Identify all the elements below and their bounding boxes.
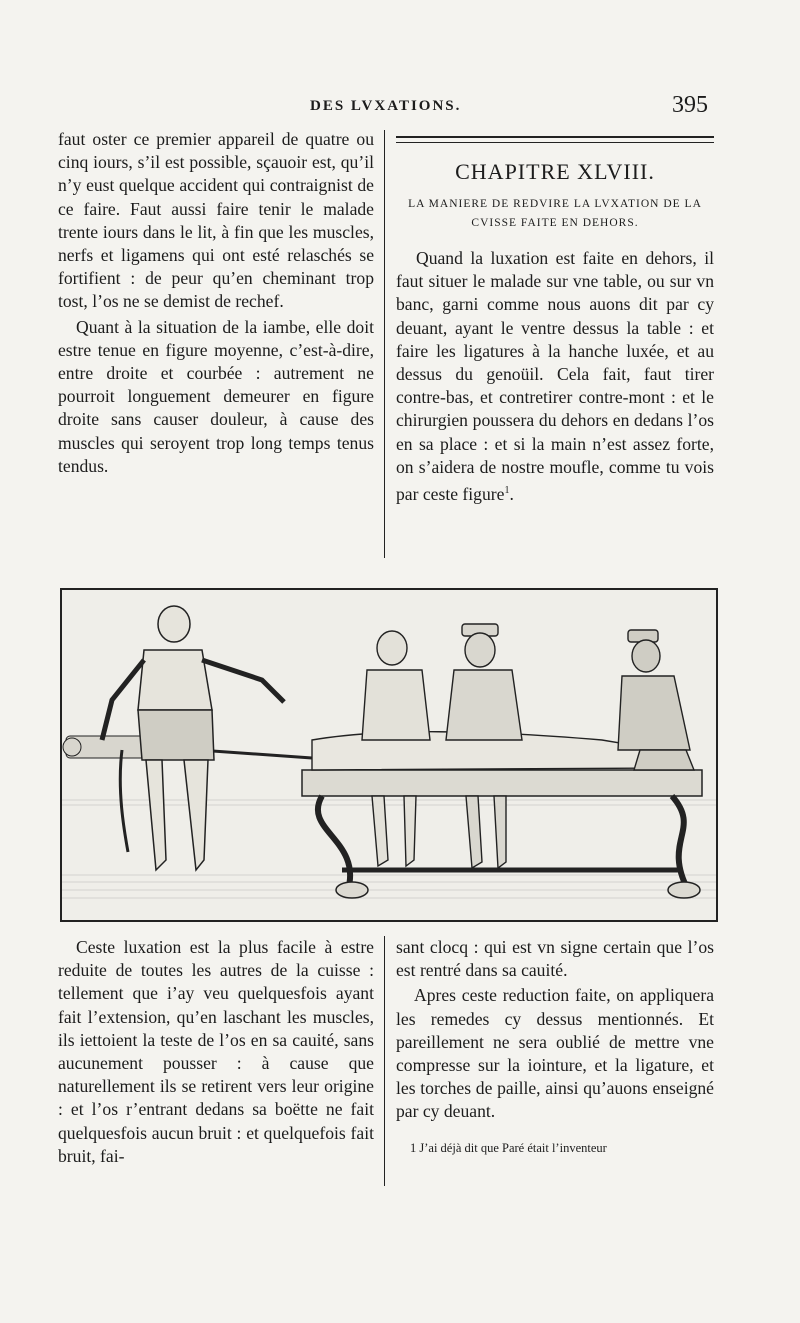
chapter-title: CHAPITRE XLVIII. bbox=[455, 159, 655, 184]
left-paragraph-2: Quant à la situation de la iambe, elle doit estre tenue en figure moyenne, c’est-à-dire, entre droite et courbée : autrement ne pourroit longuement demeurer en figure droite sans causer douleur, à cause des muscles qui seroyent trop long temps tenus tendus. bbox=[58, 316, 374, 476]
left-column-bottom bbox=[58, 936, 374, 1168]
assistant-figure-right bbox=[618, 630, 694, 770]
woodcut-illustration bbox=[60, 588, 718, 922]
left-column-top bbox=[58, 128, 374, 478]
chapter-rule bbox=[396, 136, 714, 143]
chapter-subtitle: LA MANIERE DE REDVIRE LA LVXATION DE LA CVISSE FAITE EN DEHORS. bbox=[408, 198, 702, 229]
footnote: 1 J’ai déjà dit que Paré était l’inventeur bbox=[410, 1140, 607, 1155]
bottom-right-paragraph-2: Apres ceste reduction faite, on appliquera les remedes cy dessus mentionnés. Et pareillement ne sera oublié de mettre vne compresse sur la iointure, et la ligature, et les torches de paille, ainsi qu’auons enseigné par cy deuant. bbox=[396, 985, 714, 1122]
column-divider-top bbox=[384, 130, 385, 558]
footnote-marker: 1 bbox=[504, 485, 510, 497]
right-column-top bbox=[396, 136, 714, 506]
bottom-left-paragraph: Ceste luxation est la plus facile à estre reduite de toutes les autres de la cuisse : tellement que i’ay veu quelquesfois ayant fait l’extension, qu’en laschant les muscles, ils iettoient la teste de l’os en sa cauité, sans aucunement pousser : à cause que naturellement ils se retirent vers leur origine : et l’os r’entrant dedans sa boëtte ne fait quelquesfois aucun bruit : et quelquefois fait bruit, fai- bbox=[58, 937, 374, 1166]
page-number: 395 bbox=[672, 92, 708, 118]
column-divider-bottom bbox=[384, 936, 385, 1186]
left-paragraph-1: faut oster ce premier appareil de quatre ou cinq iours, s’il est possible, sçauoir est, qu’il n’y eust quelque accident qui contraignist de ce faire. Faut aussi faire tenir le malade trente iours dans le lit, à fin que les muscles, nerfs et ligamens qui ont esté relaschés se fortifient : de peur qu’en cheminant trop tost, l’os ne se demist de rechef. bbox=[58, 129, 374, 312]
chapter-paragraph-text: Quand la luxation est faite en dehors, il faut situer le malade sur vne table, ou sur vn banc, garni comme nous auons dit par cy deuant, ayant le ventre dessus la table : et faire les ligatures à la hanche luxée, et au dessus du genoüil. Cela fait, faut tirer contre-bas, et contretirer contre-mont : et le chirurgien poussera du dehors en dedans l’os en sa place : et si la main n’est assez forte, on s’aidera de nostre moufle, comme tu vois par ceste figure bbox=[396, 248, 714, 504]
bottom-right-paragraph-1: sant clocq : qui est vn signe certain que l’os est rentré dans sa cauité. bbox=[396, 937, 714, 981]
woodcut-drawing bbox=[62, 590, 716, 920]
running-title: DES LVXATIONS. bbox=[310, 98, 462, 114]
chapter-paragraph: Quand la luxation est faite en dehors, il faut situer le malade sur vne table, ou sur vn banc, garni comme nous auons dit par cy deuant, ayant le ventre dessus la table : et faire les ligatures à la hanche luxée, et au dessus du genoüil. Cela fait, faut tirer contre-bas, et contretirer contre-mont : et le chirurgien poussera du dehors en dedans l’os en sa place : et si la main n’est assez forte, on s’aidera de nostre moufle, comme tu vois par ceste figure$^1$. bbox=[396, 248, 714, 504]
right-column-bottom bbox=[396, 936, 714, 1157]
